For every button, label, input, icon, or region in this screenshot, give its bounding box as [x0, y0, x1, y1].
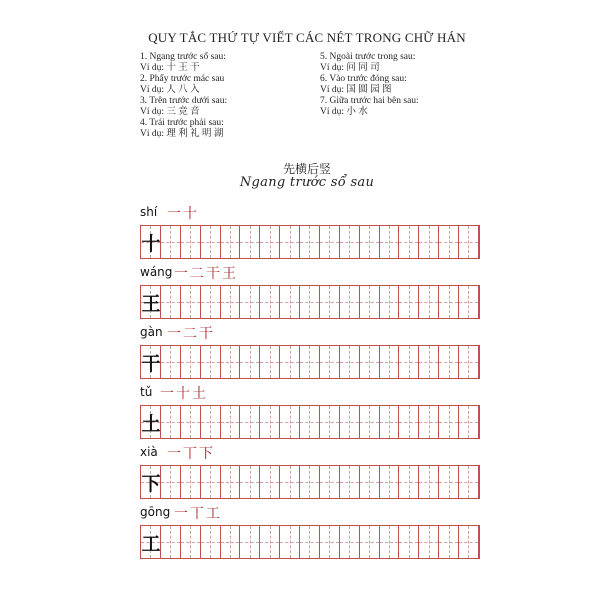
grid-cell[interactable] [181, 406, 201, 438]
grid-cell[interactable] [240, 286, 260, 318]
grid-cell[interactable] [360, 346, 380, 378]
grid-cell[interactable] [459, 526, 479, 558]
grid-cell[interactable] [360, 286, 380, 318]
grid-cell[interactable] [380, 286, 400, 318]
model-character: 王 [141, 292, 161, 315]
stroke-step: 下 [199, 446, 215, 462]
practice-row [140, 503, 480, 555]
stroke-step: 二 [190, 266, 206, 282]
rule-7-example: Ví dụ: 小 水 [320, 107, 368, 117]
rule-5-example: Ví dụ: 问 同 司 [320, 63, 380, 73]
grid-cell[interactable] [181, 226, 201, 258]
grid-cell[interactable] [399, 406, 419, 438]
grid-cell[interactable] [201, 286, 221, 318]
grid-cell[interactable] [201, 526, 221, 558]
stroke-order [174, 503, 222, 523]
grid-cell[interactable] [260, 346, 280, 378]
rule-1-example: Ví dụ: 十 王 干 [140, 63, 200, 73]
grid-cell[interactable] [280, 406, 300, 438]
stroke-step: 一 [167, 326, 183, 342]
grid-cell[interactable] [260, 286, 280, 318]
grid-cell[interactable] [399, 286, 419, 318]
grid-cell[interactable] [201, 466, 221, 498]
grid-cell[interactable] [399, 346, 419, 378]
writing-grid [140, 225, 480, 259]
rule-2: 2. Phẩy trước mác sau [140, 74, 225, 84]
grid-cell[interactable] [380, 526, 400, 558]
grid-cell[interactable] [300, 406, 320, 438]
grid-cell[interactable] [320, 286, 340, 318]
model-character: 干 [141, 352, 161, 375]
stroke-step: 一 [167, 206, 183, 222]
grid-cell[interactable] [221, 286, 241, 318]
stroke-step: 丅 [183, 446, 199, 462]
rule-3-example: Ví dụ: 三 竞 音 [140, 107, 200, 117]
section-heading-vietnamese: Ngang trước sổ sau [239, 175, 375, 190]
rule-6: 6. Vào trước đóng sau: [320, 74, 407, 84]
grid-cell[interactable] [300, 466, 320, 498]
grid-cell[interactable] [419, 226, 439, 258]
stroke-step: 干 [206, 266, 222, 282]
grid-cell[interactable] [240, 406, 260, 438]
model-character: 下 [141, 472, 161, 495]
grid-cell[interactable] [419, 526, 439, 558]
grid-cell[interactable] [399, 226, 419, 258]
model-character: 土 [141, 412, 161, 435]
stroke-step: 丅 [190, 506, 206, 522]
grid-cell[interactable] [201, 406, 221, 438]
stroke-step: 干 [199, 326, 215, 342]
grid-cell[interactable] [300, 346, 320, 378]
grid-cell[interactable] [161, 406, 181, 438]
grid-cell[interactable] [380, 346, 400, 378]
grid-cell[interactable] [260, 406, 280, 438]
stroke-step: 十 [176, 386, 192, 402]
grid-cell[interactable] [201, 226, 221, 258]
grid-cell[interactable] [221, 466, 241, 498]
grid-cell[interactable] [260, 526, 280, 558]
grid-cell[interactable] [439, 286, 459, 318]
grid-cell[interactable] [459, 346, 479, 378]
pinyin: tǔ [140, 385, 153, 399]
page-title: QUY TẮC THỨ TỰ VIẾT CÁC NÉT TRONG CHỮ HÁN [148, 30, 466, 45]
stroke-step: 土 [192, 386, 208, 402]
rule-2-example: Ví dụ: 人 八 入 [140, 85, 200, 95]
pinyin: gōng [140, 505, 171, 519]
writing-grid [140, 525, 480, 559]
rules-left [140, 52, 227, 140]
grid-cell[interactable] [221, 346, 241, 378]
stroke-step: 王 [222, 266, 238, 282]
stroke-step: 一 [160, 386, 176, 402]
rule-5: 5. Ngoài trước trong sau: [320, 52, 416, 62]
grid-cell[interactable] [459, 466, 479, 498]
grid-cell[interactable] [399, 526, 419, 558]
stroke-order [160, 383, 208, 403]
grid-cell[interactable] [161, 466, 181, 498]
grid-cell[interactable] [419, 406, 439, 438]
grid-cell[interactable] [201, 346, 221, 378]
grid-cell[interactable] [459, 286, 479, 318]
section-heading-chinese: 先横后竖 [282, 162, 331, 176]
pinyin-line [140, 263, 480, 285]
grid-cell[interactable] [459, 406, 479, 438]
pinyin: shí [140, 205, 158, 219]
pinyin: gàn [140, 325, 163, 339]
grid-cell[interactable] [161, 286, 181, 318]
rule-6-example: Ví dụ: 国 圆 园 图 [320, 85, 392, 95]
pinyin-line [140, 503, 480, 525]
grid-cell[interactable] [280, 346, 300, 378]
stroke-order [167, 203, 199, 223]
practice-row [140, 263, 480, 315]
rule-4: 4. Trái trước phải sau: [140, 118, 224, 128]
pinyin-line [140, 443, 480, 465]
grid-cell[interactable] [419, 346, 439, 378]
writing-grid [140, 285, 480, 319]
writing-grid [140, 405, 480, 439]
stroke-step: 十 [183, 206, 199, 222]
stroke-order [167, 443, 215, 463]
grid-cell[interactable] [161, 346, 181, 378]
grid-cell[interactable] [439, 226, 459, 258]
practice-row [140, 203, 480, 255]
model-character: 十 [141, 232, 161, 255]
stroke-step: 二 [183, 326, 199, 342]
grid-cell[interactable] [399, 466, 419, 498]
grid-cell[interactable] [360, 526, 380, 558]
grid-cell[interactable] [340, 346, 360, 378]
grid-cell[interactable] [300, 226, 320, 258]
grid-cell[interactable] [181, 286, 201, 318]
grid-cell[interactable] [260, 226, 280, 258]
practice-row [140, 443, 480, 495]
practice-row [140, 323, 480, 375]
grid-cell[interactable] [320, 466, 340, 498]
grid-cell[interactable] [380, 406, 400, 438]
grid-cell[interactable] [260, 466, 280, 498]
rule-4-example: Ví dụ: 理 利 礼 明 湖 [140, 129, 224, 139]
grid-cell[interactable] [439, 346, 459, 378]
grid-cell[interactable] [240, 346, 260, 378]
grid-cell[interactable] [340, 526, 360, 558]
grid-cell[interactable] [419, 466, 439, 498]
grid-cell[interactable] [320, 346, 340, 378]
pinyin-line [140, 383, 480, 405]
grid-cell[interactable] [240, 526, 260, 558]
stroke-step: 工 [206, 506, 222, 522]
grid-cell[interactable] [439, 406, 459, 438]
grid-cell[interactable] [300, 286, 320, 318]
rules-right [320, 52, 419, 118]
model-character: 工 [141, 532, 161, 555]
grid-cell[interactable] [340, 466, 360, 498]
writing-grid [140, 465, 480, 499]
grid-cell[interactable] [161, 226, 181, 258]
grid-cell[interactable] [360, 226, 380, 258]
stroke-step: 一 [167, 446, 183, 462]
grid-cell[interactable] [419, 286, 439, 318]
rule-7: 7. Giữa trước hai bên sau: [320, 96, 419, 106]
grid-cell[interactable] [221, 526, 241, 558]
grid-cell[interactable] [181, 526, 201, 558]
grid-cell[interactable] [380, 466, 400, 498]
grid-cell[interactable] [340, 286, 360, 318]
grid-cell[interactable] [360, 466, 380, 498]
grid-cell[interactable] [240, 466, 260, 498]
grid-cell[interactable] [380, 226, 400, 258]
stroke-step: 一 [174, 266, 190, 282]
stroke-order [167, 323, 215, 343]
grid-cell[interactable] [181, 466, 201, 498]
grid-cell[interactable] [240, 226, 260, 258]
pinyin: wáng [140, 265, 173, 279]
practice-row [140, 383, 480, 435]
grid-cell[interactable] [439, 526, 459, 558]
grid-cell[interactable] [221, 226, 241, 258]
grid-cell[interactable] [300, 526, 320, 558]
pinyin-line [140, 323, 480, 345]
grid-cell[interactable] [459, 226, 479, 258]
grid-cell[interactable] [340, 226, 360, 258]
grid-cell[interactable] [320, 406, 340, 438]
writing-grid [140, 345, 480, 379]
grid-cell[interactable] [161, 526, 181, 558]
grid-cell[interactable] [340, 406, 360, 438]
grid-cell[interactable] [439, 466, 459, 498]
stroke-step: 一 [174, 506, 190, 522]
stroke-order [174, 263, 238, 283]
grid-cell[interactable] [360, 406, 380, 438]
grid-cell[interactable] [280, 526, 300, 558]
grid-cell[interactable] [320, 226, 340, 258]
pinyin-line [140, 203, 480, 225]
pinyin: xià [140, 445, 158, 459]
grid-cell[interactable] [280, 286, 300, 318]
grid-cell[interactable] [221, 406, 241, 438]
rule-1: 1. Ngang trước sổ sau: [140, 52, 226, 62]
rule-3: 3. Trên trước dưới sau: [140, 96, 228, 106]
grid-cell[interactable] [280, 226, 300, 258]
grid-cell[interactable] [320, 526, 340, 558]
grid-cell[interactable] [280, 466, 300, 498]
grid-cell[interactable] [181, 346, 201, 378]
